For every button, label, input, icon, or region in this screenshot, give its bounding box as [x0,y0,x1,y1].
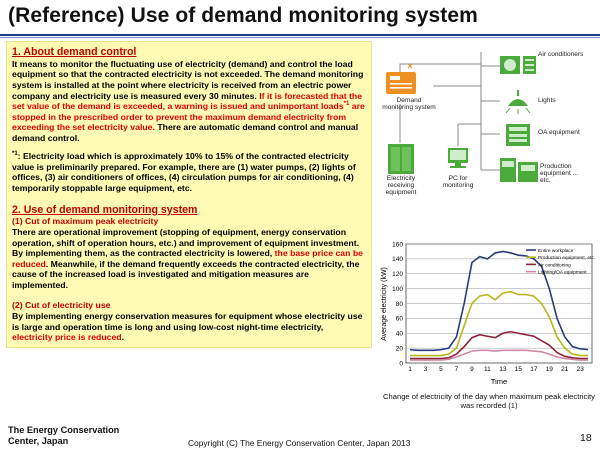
demand-monitor-display [390,76,400,80]
y-tick-label: 100 [392,285,403,293]
x-tick-label: 9 [470,366,474,373]
label-receiving-equipment: Electricity receiving equipment [385,175,417,196]
x-tick-label: 1 [408,366,412,373]
footer-organization [8,425,119,447]
oa-tray-3 [509,139,527,142]
legend-label: Air conditioning [538,263,571,269]
label-pc-monitoring: PC for monitoring [442,175,474,189]
x-tick-label: 23 [576,366,584,373]
section1-text-b: There are automatic demand control and manual demand control. [12,122,359,143]
demand-monitor-bar-2 [390,87,412,89]
light-rays [506,108,530,114]
x-tick-label: 11 [484,366,491,373]
aircon-vent-2 [525,64,534,66]
section2-p1 [12,227,366,290]
y-tick-label: 20 [395,345,403,353]
pc-base [450,166,466,168]
x-tick-label: 17 [530,366,538,373]
p1-text-b: . Meanwhile, if the demand frequently exceeds the contracted electricity, the cause of the increased load is investigated and mitigation measures are implemented. [12,258,360,290]
section1-text-a: It means to monitor the fluctuating use of electricity (demand) and control the load equipment so that the contracted electricity is not exceeded. The demand monitoring system is installed at the point where electricity is received from an electric power company and electricity use is measured every 30 minutes. [12,58,364,101]
x-tick-label: 5 [439,366,443,373]
label-air-conditioners: Air conditioners [538,51,584,58]
y-tick-label: 60 [395,315,403,323]
p1-text-a: There are operational improvement (stopping of equipment, energy conservation operation, shift of operation hours, etc.) and improvement of equipment investment. By implementing them, as the contracted electricity is lowered, [12,227,360,259]
chart-caption: Change of electricity of the day when maximum peak electricity was recorded (1) [383,392,595,411]
label-oa-equipment: OA equipment [538,129,580,136]
p2-text-red: electricity price is reduced [12,332,122,343]
section1-text-red-b: are stopped in the prescribed order to prevent the maximum demand electricity from exceeding the set electricity value. [12,101,365,133]
electricity-chart [378,238,598,388]
chart-svg [378,238,598,388]
title-rule [0,34,600,36]
oa-tray-1 [509,127,527,131]
production-panel [502,161,514,167]
x-axis-label: Time [490,377,508,386]
p2-text-b: . [121,332,125,343]
y-tick-label: 0 [399,360,403,368]
x-tick-label: 7 [454,366,459,373]
x-tick-label: 21 [561,366,569,373]
text-panel [6,41,372,348]
section2-heading: 2. Use of demand monitoring system [12,203,198,216]
title-rule-accent [0,37,600,38]
chart-x-ticks [408,366,584,373]
y-tick-label: 140 [392,256,403,264]
legend-label: Entire workplace [538,249,574,254]
section1-note [12,151,366,193]
signal-icon [408,64,412,68]
section1-text-red: If it is forecasted that the set value of the demand is exceeded, a warning is issued and unimportant loads [12,90,363,112]
system-diagram [378,46,596,214]
x-tick-label: 13 [499,366,507,373]
chart-y-ticks [392,241,403,367]
x-tick-label: 3 [423,366,428,373]
page-number: 18 [580,432,592,444]
oa-tray-2 [509,134,527,137]
footer-org-line1: The Energy Conservation [8,425,120,435]
legend-label: Production equipment, etc. [538,256,596,262]
section1-heading: 1. About demand control [12,46,137,58]
label-production-equipment: Production equipment ... etc. [540,163,579,184]
y-tick-label: 160 [392,241,403,249]
receiving-door-right [402,147,411,171]
production-window [521,165,535,171]
label-lights: Lights [538,97,556,104]
section2-sub2: (2) Cut of electricity use [12,300,111,311]
p2-text-a: By implementing energy conservation measures for equipment whose electricity use is large and operation time is long and using low-cost night-time electricity, [12,310,363,332]
section2-p2 [12,311,366,343]
pc-screen [450,150,466,160]
aircon-vent-3 [525,69,534,71]
legend-label: Lighting/OA equipment [538,270,587,276]
footer-org-line2: Center, Japan [8,436,69,447]
aircon-fan [504,59,516,71]
pc-stand [455,163,461,166]
y-axis-label: Average electricity (kW) [381,267,388,341]
demand-monitor-bar-1 [390,83,412,85]
note-text: : Electricity load which is approximately 10% to 15% of the contracted electricity value is preliminarily prepared. For example, there are (1) water pumps, (2) lights of offices, (3) air conditioners of offices, (4) circulation pumps for air conditioning, (4) temporarily stoppable large equipment, etc. [12,151,356,194]
slide-title: (Reference) Use of demand monitoring system [8,4,478,27]
section1-body [12,59,366,144]
x-tick-label: 19 [545,366,553,373]
section2-sub1: (1) Cut of maximum peak electricity [12,216,159,227]
y-tick-label: 120 [392,271,403,279]
note-label: *1 [12,151,18,158]
footer-copyright: Copyright (C) The Energy Conservation Center, Japan 2013 [188,438,411,448]
p1-text-red: the base price can be reduced [12,248,364,269]
receiving-door-left [391,147,400,171]
light-icon [508,99,528,106]
y-tick-label: 40 [395,330,403,338]
y-tick-label: 80 [395,300,403,308]
section1-sup: *1 [343,101,350,108]
label-demand-monitoring: Demand monitoring system [382,97,436,111]
aircon-vent-1 [525,59,534,61]
x-tick-label: 15 [514,366,522,373]
